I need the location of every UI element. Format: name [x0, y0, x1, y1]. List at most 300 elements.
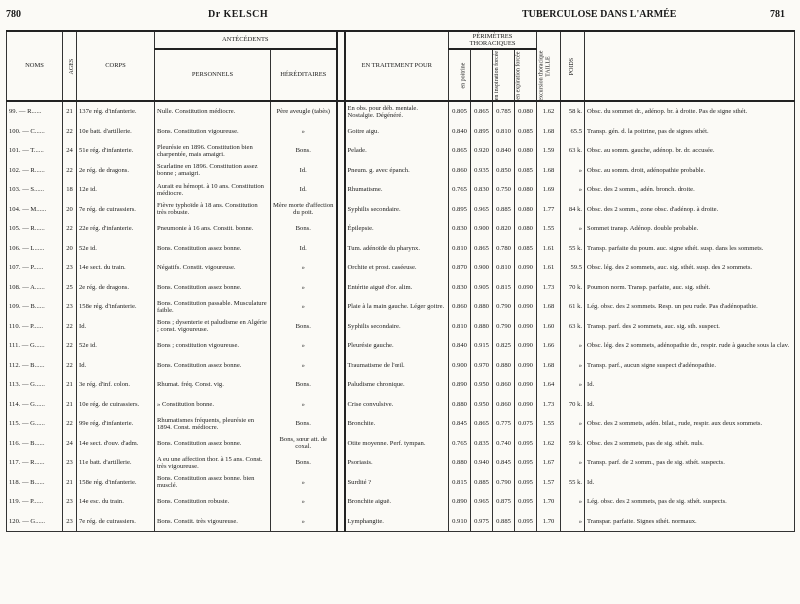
cell-nom: 111. — G...... [7, 336, 63, 356]
cell-p3: 0.840 [493, 141, 515, 161]
cell-gap [337, 473, 345, 493]
cell-p4: 0.095 [515, 453, 537, 473]
cell-age: 22 [63, 219, 77, 239]
cell-p3: 0.810 [493, 258, 515, 278]
cell-age: 23 [63, 453, 77, 473]
cell-p4: 0.085 [515, 239, 537, 259]
cell-corps: 158e rég. d'infanterie. [77, 297, 155, 317]
cell-age: 23 [63, 492, 77, 512]
cell-hereditaires: Bons, sœur att. de coxal. [271, 434, 337, 454]
table-row [7, 375, 795, 395]
cell-personnels: Pleurésie en 1896. Constitution bien charpentée, mais amaigri. [155, 141, 271, 161]
cell-traitement: Plaie à la main gauche. Léger goitre. [345, 297, 449, 317]
table-row [7, 180, 795, 200]
table-row [7, 122, 795, 142]
cell-observations: Transp. parfaite du poum. auc. signe sthét. susp. dans les sommets. [585, 239, 795, 259]
cell-observations: Obsc. au somm. droit, adénopathie probable. [585, 161, 795, 181]
cell-hereditaires: Id. [271, 180, 337, 200]
table-row [7, 200, 795, 220]
cell-hereditaires: » [271, 122, 337, 142]
cell-observations: Transp. gén. d. la poitrine, pas de signes sthét. [585, 122, 795, 142]
cell-p3: 0.790 [493, 317, 515, 337]
cell-observations: Transp. parf. de 2 somm., pas de sig. sthét. suspects. [585, 453, 795, 473]
cell-age: 23 [63, 297, 77, 317]
cell-age: 21 [63, 395, 77, 415]
cell-poids: » [561, 512, 585, 532]
cell-p3: 0.860 [493, 395, 515, 415]
cell-traitement: Bronchite aiguë. [345, 492, 449, 512]
cell-p1: 0.830 [449, 278, 471, 298]
cell-p4: 0.095 [515, 473, 537, 493]
cell-p3: 0.860 [493, 375, 515, 395]
running-author: Dr KELSCH [208, 9, 269, 20]
cell-p2: 0.965 [471, 200, 493, 220]
cell-gap [337, 200, 345, 220]
cell-poids: 58 k. [561, 101, 585, 122]
cell-p1: 0.880 [449, 453, 471, 473]
cell-p2: 0.885 [471, 473, 493, 493]
cell-nom: 118. — B...... [7, 473, 63, 493]
cell-gap [337, 492, 345, 512]
cell-observations: Id. [585, 473, 795, 493]
cell-p3: 0.790 [493, 297, 515, 317]
cell-personnels: Bons. Constitution passable. Musculature faible. [155, 297, 271, 317]
cell-personnels: Bons. Constit. très vigoureuse. [155, 512, 271, 532]
cell-traitement: Syphilis secondaire. [345, 200, 449, 220]
cell-gap [337, 141, 345, 161]
cell-poids: » [561, 356, 585, 376]
cell-nom: 101. — T...... [7, 141, 63, 161]
cell-gap [337, 122, 345, 142]
cell-p2: 0.970 [471, 356, 493, 376]
col-p4: excursion thoracique [515, 49, 537, 101]
cell-p4: 0.080 [515, 180, 537, 200]
table-row [7, 512, 795, 532]
cell-taille: 1.68 [537, 297, 561, 317]
table-container [6, 30, 794, 600]
cell-p1: 0.880 [449, 395, 471, 415]
cell-poids: 61 k. [561, 297, 585, 317]
cell-p4: 0.090 [515, 336, 537, 356]
cell-corps: 99e rég. d'infanterie. [77, 414, 155, 434]
cell-nom: 99. — R...... [7, 101, 63, 122]
cell-nom: 119. — P...... [7, 492, 63, 512]
cell-personnels: Rhumatismes fréquents, pleurésie en 1894. Const. médiocre. [155, 414, 271, 434]
cell-hereditaires: » [271, 356, 337, 376]
col-antecedents: ANTÉCÉDENTS [155, 31, 337, 49]
cell-personnels: Bons ; dysenterie et paludisme en Algérie ; const. vigoureuse. [155, 317, 271, 337]
cell-traitement: Épilepsie. [345, 219, 449, 239]
cell-corps: 3e rég. d'inf. colon. [77, 375, 155, 395]
cell-nom: 105. — R...... [7, 219, 63, 239]
cell-age: 21 [63, 101, 77, 122]
cell-nom: 120. — G...... [7, 512, 63, 532]
cell-age: 24 [63, 141, 77, 161]
cell-age: 20 [63, 200, 77, 220]
cell-p1: 0.810 [449, 317, 471, 337]
cell-corps: 7e rég. de cuirassiers. [77, 200, 155, 220]
col-personnels: PERSONNELS [155, 49, 271, 101]
cell-personnels: Négatifs. Constit. vigoureuse. [155, 258, 271, 278]
cell-observations: Lég. obsc. des 2 sommets, pas de sig. sthét. suspects. [585, 492, 795, 512]
cell-traitement: Entérite aiguë d'or. alim. [345, 278, 449, 298]
cell-corps: 14e esc. du train. [77, 492, 155, 512]
cell-taille: 1.67 [537, 453, 561, 473]
cell-p2: 0.880 [471, 297, 493, 317]
cell-age: 20 [63, 239, 77, 259]
cell-p3: 0.845 [493, 453, 515, 473]
cell-corps: 51e rég. d'infanterie. [77, 141, 155, 161]
cell-taille: 1.68 [537, 161, 561, 181]
table-row [7, 414, 795, 434]
cell-poids: » [561, 414, 585, 434]
page-number-left: 780 [6, 9, 21, 20]
cell-nom: 106. — L...... [7, 239, 63, 259]
cell-nom: 115. — G...... [7, 414, 63, 434]
cell-observations: Obsc. des 2 sommets, adén. bilat., rude, respir. aux deux sommets. [585, 414, 795, 434]
cell-poids: 59.5 [561, 258, 585, 278]
cell-corps: 22e rég. d'infanterie. [77, 219, 155, 239]
cell-gap [337, 453, 345, 473]
cell-hereditaires: Bons. [271, 414, 337, 434]
table-row [7, 141, 795, 161]
cell-corps: 14e sect. d'ouv. d'adm. [77, 434, 155, 454]
cell-p4: 0.090 [515, 258, 537, 278]
cell-p1: 0.890 [449, 492, 471, 512]
cell-p2: 0.920 [471, 141, 493, 161]
cell-hereditaires: » [271, 336, 337, 356]
cell-corps: 2e rég. de dragons. [77, 278, 155, 298]
cell-p2: 0.865 [471, 239, 493, 259]
cell-corps: 10e rég. de cuirassiers. [77, 395, 155, 415]
cell-p2: 0.940 [471, 453, 493, 473]
cell-age: 22 [63, 336, 77, 356]
cell-p3: 0.885 [493, 200, 515, 220]
cell-nom: 109. — B...... [7, 297, 63, 317]
cell-personnels: Bons. Constitution assez bonne. [155, 278, 271, 298]
cell-taille: 1.66 [537, 336, 561, 356]
cell-observations: Obsc. des 2 sommets, pas de sig. sthét. nuls. [585, 434, 795, 454]
cell-gap [337, 219, 345, 239]
cell-gap [337, 161, 345, 181]
cell-p4: 0.080 [515, 219, 537, 239]
cell-poids: » [561, 180, 585, 200]
col-observations [585, 31, 795, 101]
cell-p2: 0.915 [471, 336, 493, 356]
cell-age: 22 [63, 356, 77, 376]
cell-corps: 158e rég. d'infanterie. [77, 473, 155, 493]
page-number-right: 781 [770, 9, 785, 20]
cell-traitement: Traumatisme de l'œil. [345, 356, 449, 376]
col-p1: en poitrine [449, 49, 471, 101]
cell-observations: Obsc. lég. des 2 sommets, auc. sig. sthét. susp. des 2 sommets. [585, 258, 795, 278]
cell-traitement: Tum. adénoïde du pharynx. [345, 239, 449, 259]
table-row [7, 473, 795, 493]
cell-gap [337, 414, 345, 434]
cell-observations: Transpar. parfaite. Signes sthét. normaux. [585, 512, 795, 532]
cell-p4: 0.080 [515, 101, 537, 122]
cell-traitement: En obs. pour déb. mentale. Nostalgie. Dégénéré. [345, 101, 449, 122]
table-row [7, 395, 795, 415]
cell-nom: 107. — P...... [7, 258, 63, 278]
cell-age: 23 [63, 512, 77, 532]
cell-gap [337, 180, 345, 200]
cell-poids: 84 k. [561, 200, 585, 220]
cell-p1: 0.865 [449, 141, 471, 161]
cell-corps: 12e id. [77, 180, 155, 200]
cell-poids: » [561, 375, 585, 395]
cell-p4: 0.080 [515, 141, 537, 161]
cell-nom: 113. — G...... [7, 375, 63, 395]
cell-observations: Id. [585, 375, 795, 395]
cell-observations: Obsc. lég. des 2 sommets, adénopathie dr., respir. rude à gauche sous la clav. [585, 336, 795, 356]
table-row [7, 219, 795, 239]
cell-hereditaires: Bons. [271, 219, 337, 239]
cell-age: 22 [63, 414, 77, 434]
cell-observations: Obsc. des 2 somm., zone obsc. d'adénop. à droite. [585, 200, 795, 220]
cell-p3: 0.850 [493, 161, 515, 181]
col-perimetres: PÉRIMÈTRES THORACIQUES [449, 31, 537, 49]
cell-nom: 104. — M...... [7, 200, 63, 220]
cell-hereditaires: Id. [271, 161, 337, 181]
cell-nom: 102. — R...... [7, 161, 63, 181]
cell-hereditaires: Id. [271, 239, 337, 259]
cell-personnels: Bons. Constitution assez bonne. bien musclé. [155, 473, 271, 493]
cell-p1: 0.895 [449, 200, 471, 220]
cell-personnels: Bons. Constitution assez bonne. [155, 239, 271, 259]
cell-p4: 0.090 [515, 395, 537, 415]
cell-age: 24 [63, 434, 77, 454]
cell-taille: 1.55 [537, 414, 561, 434]
cell-p4: 0.095 [515, 492, 537, 512]
cell-p1: 0.810 [449, 239, 471, 259]
cell-personnels: Rhumat. fréq. Const. vig. [155, 375, 271, 395]
cell-personnels: A eu une affection thor. à 15 ans. Const. très vigoureuse. [155, 453, 271, 473]
cell-corps: 52e id. [77, 239, 155, 259]
table-row [7, 258, 795, 278]
cell-p2: 0.950 [471, 375, 493, 395]
cell-hereditaires: Bons. [271, 375, 337, 395]
cell-age: 21 [63, 375, 77, 395]
cell-corps: 11e batt. d'artillerie. [77, 453, 155, 473]
cell-p4: 0.080 [515, 200, 537, 220]
cell-p2: 0.865 [471, 414, 493, 434]
cell-poids: » [561, 161, 585, 181]
cell-corps: 14e sect. du train. [77, 258, 155, 278]
cell-corps: 137e rég. d'infanterie. [77, 101, 155, 122]
table-row [7, 434, 795, 454]
cell-gap [337, 101, 345, 122]
cell-p4: 0.075 [515, 414, 537, 434]
cell-nom: 112. — B...... [7, 356, 63, 376]
cell-gap [337, 356, 345, 376]
cell-traitement: Pneum. g. avec épanch. [345, 161, 449, 181]
cell-traitement: Bronchite. [345, 414, 449, 434]
table-row [7, 336, 795, 356]
cell-personnels: Nulle. Constitution médiocre. [155, 101, 271, 122]
cell-p3: 0.880 [493, 356, 515, 376]
cell-p4: 0.095 [515, 512, 537, 532]
cell-gap [337, 317, 345, 337]
cell-p1: 0.765 [449, 180, 471, 200]
cell-observations: Transp. parf., aucun signe suspect d'adénopathie. [585, 356, 795, 376]
col-traitement: EN TRAITEMENT POUR [345, 31, 449, 101]
cell-personnels: Bons. Constitution assez bonne. [155, 356, 271, 376]
cell-traitement: Psoriasis. [345, 453, 449, 473]
cell-traitement: Surdité ? [345, 473, 449, 493]
cell-p4: 0.090 [515, 297, 537, 317]
cell-age: 22 [63, 161, 77, 181]
running-title: TUBERCULOSE DANS L'ARMÉE [522, 9, 677, 20]
cell-p1: 0.890 [449, 375, 471, 395]
cell-traitement: Orchite et prost. caséeuse. [345, 258, 449, 278]
cell-gap [337, 239, 345, 259]
cell-p4: 0.090 [515, 375, 537, 395]
cell-gap [337, 395, 345, 415]
cell-traitement: Syphilis secondaire. [345, 317, 449, 337]
cell-corps: Id. [77, 356, 155, 376]
cell-p1: 0.900 [449, 356, 471, 376]
cell-taille: 1.61 [537, 258, 561, 278]
cell-observations: Sommet transp. Adénop. double probable. [585, 219, 795, 239]
cell-p3: 0.780 [493, 239, 515, 259]
cell-age: 18 [63, 180, 77, 200]
cell-nom: 103. — S...... [7, 180, 63, 200]
cell-corps: Id. [77, 317, 155, 337]
cell-taille: 1.68 [537, 356, 561, 376]
cell-personnels: Bons. Constitution assez bonne. [155, 434, 271, 454]
cell-p1: 0.830 [449, 219, 471, 239]
cell-personnels: Bons ; constitution vigoureuse. [155, 336, 271, 356]
cell-p2: 0.900 [471, 258, 493, 278]
cell-poids: 55 k. [561, 239, 585, 259]
cell-traitement: Pelade. [345, 141, 449, 161]
cell-p2: 0.880 [471, 317, 493, 337]
cell-p1: 0.870 [449, 258, 471, 278]
cell-gap [337, 336, 345, 356]
cell-p3: 0.820 [493, 219, 515, 239]
cell-traitement: Rhumatisme. [345, 180, 449, 200]
cell-gap [337, 258, 345, 278]
table-row [7, 356, 795, 376]
table-body [7, 101, 795, 532]
cell-hereditaires: Mère morte d'affection du poit. [271, 200, 337, 220]
cell-age: 22 [63, 317, 77, 337]
cell-taille: 1.60 [537, 317, 561, 337]
cell-corps: 52e id. [77, 336, 155, 356]
cell-p1: 0.805 [449, 101, 471, 122]
cell-traitement: Goitre aigu. [345, 122, 449, 142]
cell-taille: 1.73 [537, 278, 561, 298]
col-hereditaires: HÉRÉDITAIRES [271, 49, 337, 101]
col-noms: NOMS [7, 31, 63, 101]
cell-corps: 10e batt. d'artillerie. [77, 122, 155, 142]
col-taille: TAILLE [537, 31, 561, 101]
cell-nom: 114. — G...... [7, 395, 63, 415]
cell-observations: Transp. parf. des 2 sommets, auc. sig. sth. suspect. [585, 317, 795, 337]
cell-traitement: Crise convulsive. [345, 395, 449, 415]
cell-p3: 0.740 [493, 434, 515, 454]
cell-poids: » [561, 492, 585, 512]
cell-poids: 63 k. [561, 317, 585, 337]
cell-p4: 0.085 [515, 122, 537, 142]
cell-traitement: Pleurésie gauche. [345, 336, 449, 356]
cell-p1: 0.860 [449, 297, 471, 317]
cell-p2: 0.975 [471, 512, 493, 532]
table-row [7, 239, 795, 259]
table-row [7, 453, 795, 473]
cell-p3: 0.750 [493, 180, 515, 200]
cell-p1: 0.860 [449, 161, 471, 181]
cell-age: 21 [63, 473, 77, 493]
cell-poids: » [561, 336, 585, 356]
table-row [7, 101, 795, 122]
cell-p1: 0.765 [449, 434, 471, 454]
cell-taille: 1.68 [537, 122, 561, 142]
cell-nom: 116. — B...... [7, 434, 63, 454]
table-row [7, 317, 795, 337]
cell-p3: 0.815 [493, 278, 515, 298]
col-poids: POIDS [561, 31, 585, 101]
cell-traitement: Paludisme chronique. [345, 375, 449, 395]
cell-gap [337, 512, 345, 532]
cell-p4: 0.090 [515, 278, 537, 298]
cell-gap [337, 434, 345, 454]
cell-p1: 0.815 [449, 473, 471, 493]
cell-personnels: Scarlatine en 1896. Constitution assez bonne ; amaigri. [155, 161, 271, 181]
cell-poids: 70 k. [561, 278, 585, 298]
cell-poids: 55 k. [561, 473, 585, 493]
cell-hereditaires: » [271, 297, 337, 317]
cell-p3: 0.875 [493, 492, 515, 512]
cell-traitement: Lymphangite. [345, 512, 449, 532]
cell-p2: 0.830 [471, 180, 493, 200]
cell-hereditaires: » [271, 395, 337, 415]
cell-hereditaires: » [271, 278, 337, 298]
cell-taille: 1.61 [537, 239, 561, 259]
cell-gap [337, 375, 345, 395]
cell-traitement: Otite moyenne. Perf. tympan. [345, 434, 449, 454]
cell-taille: 1.55 [537, 219, 561, 239]
cell-taille: 1.62 [537, 101, 561, 122]
cell-taille: 1.57 [537, 473, 561, 493]
running-header [0, 6, 800, 24]
cell-p2: 0.950 [471, 395, 493, 415]
cell-p2: 0.895 [471, 122, 493, 142]
cell-taille: 1.62 [537, 434, 561, 454]
cell-taille: 1.64 [537, 375, 561, 395]
cell-poids: » [561, 219, 585, 239]
cell-p3: 0.775 [493, 414, 515, 434]
cell-taille: 1.73 [537, 395, 561, 415]
cell-taille: 1.59 [537, 141, 561, 161]
cell-p3: 0.825 [493, 336, 515, 356]
table-row [7, 278, 795, 298]
col-p3: en expiration forcée [493, 49, 515, 101]
cell-p4: 0.090 [515, 317, 537, 337]
cell-hereditaires: Père aveugle (tabès) [271, 101, 337, 122]
cell-p2: 0.935 [471, 161, 493, 181]
cell-personnels: Bons. Constitution robuste. [155, 492, 271, 512]
cell-taille: 1.69 [537, 180, 561, 200]
cell-gap [337, 297, 345, 317]
cell-p4: 0.095 [515, 434, 537, 454]
cell-p2: 0.900 [471, 219, 493, 239]
cell-p3: 0.810 [493, 122, 515, 142]
cell-age: 25 [63, 278, 77, 298]
column-gap [337, 31, 345, 101]
cell-nom: 108. — A...... [7, 278, 63, 298]
